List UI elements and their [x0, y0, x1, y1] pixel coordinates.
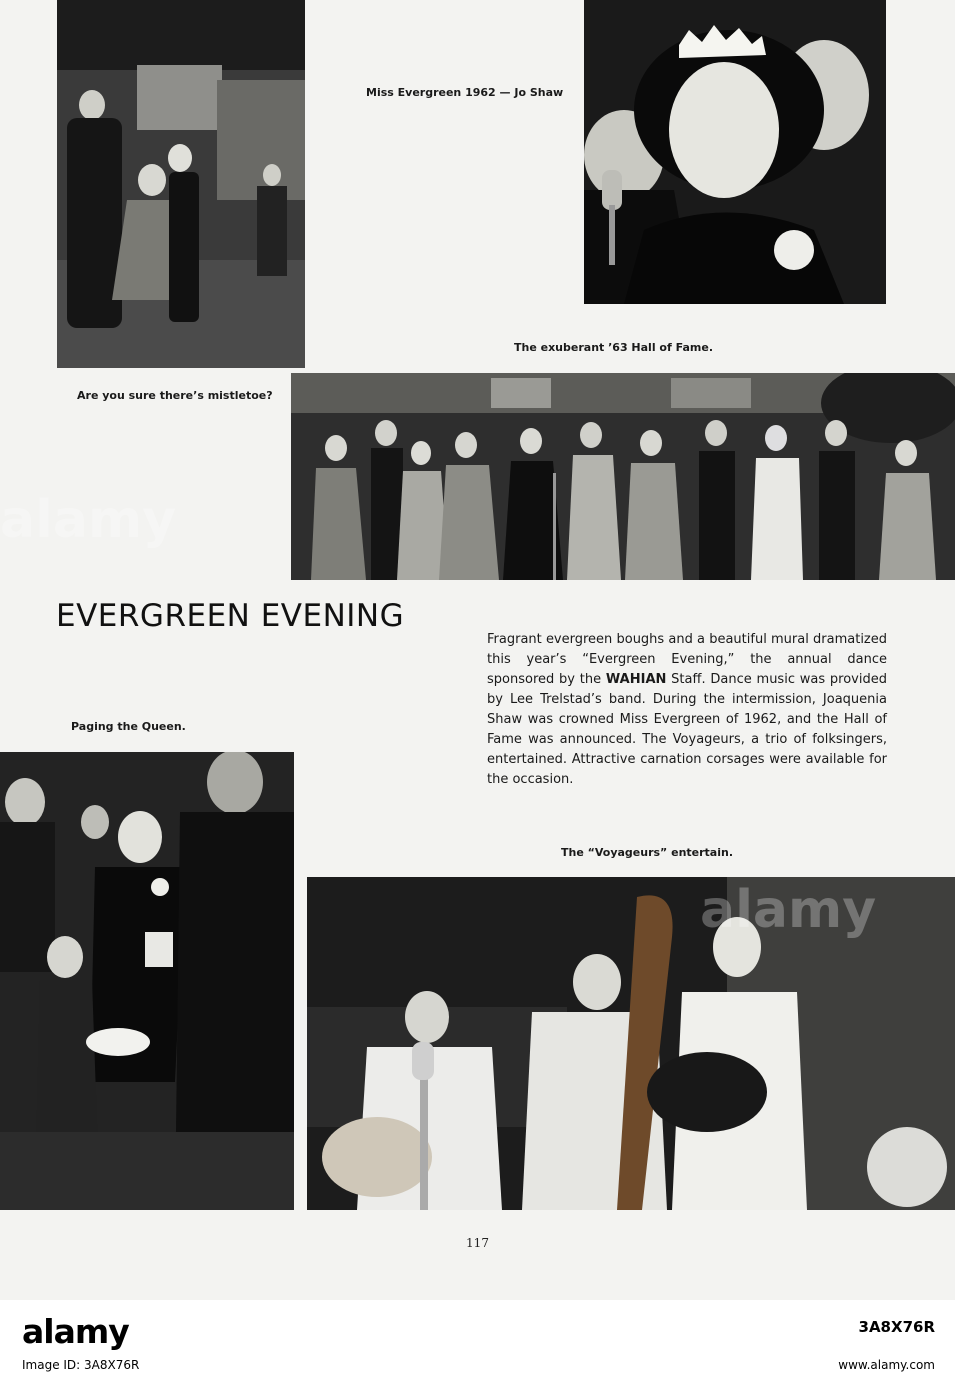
watermark-logo: alamy [0, 490, 177, 550]
stock-image-id: 3A8X76R [858, 1318, 935, 1336]
photo-voyageurs [307, 877, 955, 1210]
article-title: EVERGREEN EVENING [56, 598, 405, 634]
stock-footer [0, 1300, 955, 1390]
article-body-wahian: WAHIAN [605, 672, 667, 687]
stock-url: www.alamy.com [838, 1358, 935, 1372]
caption-voyageurs: The “Voyageurs” entertain. [561, 846, 734, 859]
stock-reference: Image ID: 3A8X76R [22, 1358, 140, 1372]
article-body-text-end: Staff. Dance music was provided by Lee Trelstad’s band. During the intermission, Joaquenia Shaw was crowned Miss Evergreen of 1962, and the Hall of Fame was announced. The Voyageurs, a trio of folksingers, entertained. Attractive carnation corsages were available for the occasion. [487, 672, 887, 787]
article-body-text-start: Fragrant evergreen boughs and a beautiful mural dramatized this year’s “Evergreen Evening,” the annual dance sponsored by the [487, 632, 887, 687]
caption-paging-queen: Paging the Queen. [71, 720, 186, 733]
photo-dancing-couple [57, 0, 305, 368]
watermark-logo: alamy [700, 880, 877, 940]
caption-mistletoe: Are you sure there’s mistletoe? [77, 389, 273, 402]
caption-hall-of-fame: The exuberant ’63 Hall of Fame. [514, 341, 713, 354]
stock-logo: alamy [22, 1312, 129, 1351]
caption-miss-evergreen: Miss Evergreen 1962 — Jo Shaw [366, 86, 564, 99]
article-body [487, 630, 887, 790]
page-number: 117 [466, 1236, 489, 1250]
photo-miss-evergreen [584, 0, 886, 304]
photo-paging-queen [0, 752, 294, 1210]
photo-hall-of-fame-group [291, 373, 955, 580]
